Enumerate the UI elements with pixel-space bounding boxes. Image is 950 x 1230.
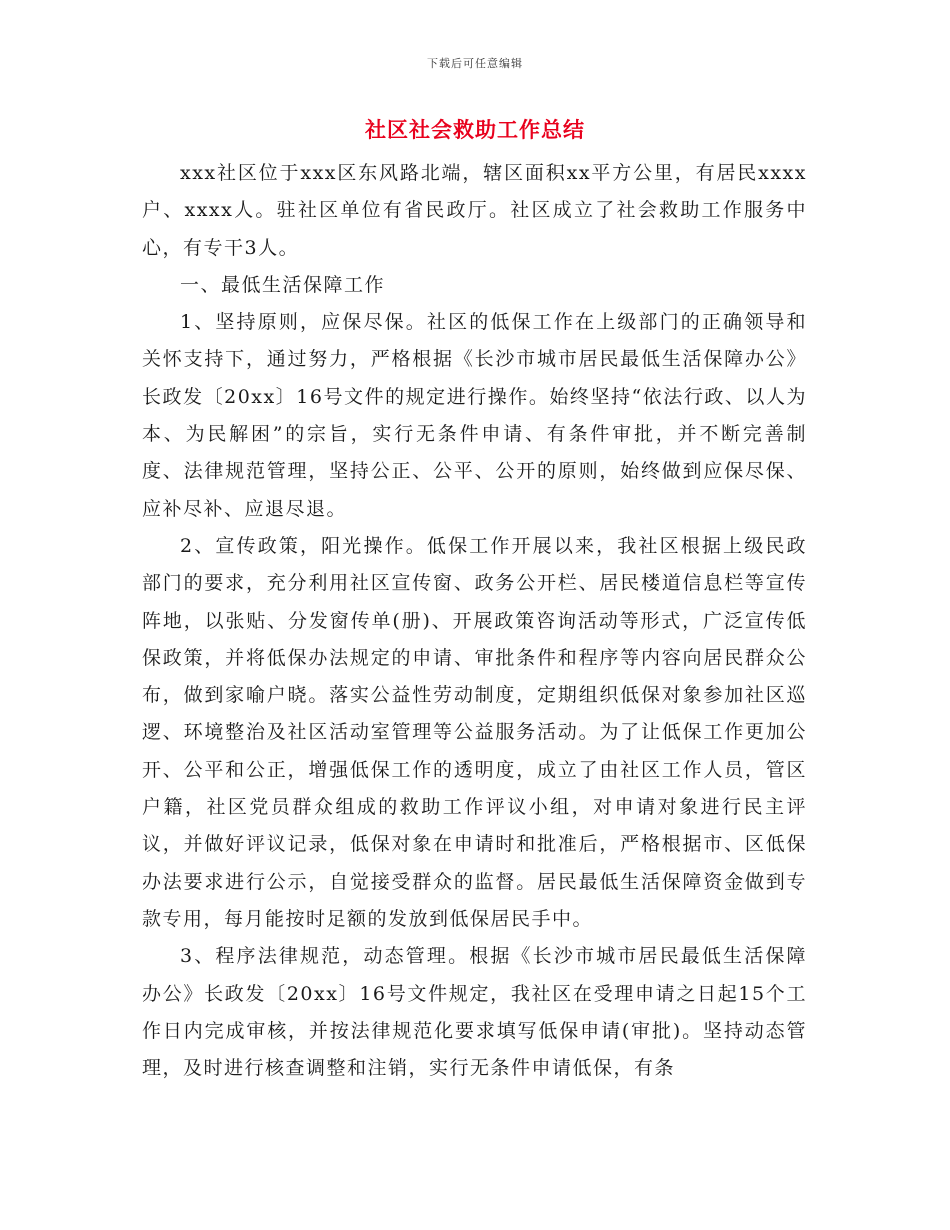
paragraph-intro: xxx社区位于xxx区东风路北端，辖区面积xx平方公里，有居民xxxx户、xxxx人。驻社区单位有省民政厅。社区成立了社会救助工作服务中心，有专干3人。 [142, 162, 807, 259]
document-title: 社区社会救助工作总结 [365, 117, 585, 142]
section-heading: 一、最低生活保障工作 [180, 273, 386, 296]
paragraph-item-1: 1、坚持原则，应保尽保。社区的低保工作在上级部门的正确领导和关怀支持下，通过努力，严格根据《长沙市城市居民最低生活保障办公》长政发〔20xx〕16号文件的规定进行操作。始终坚持“依法行政、以人为本、为民解困”的宗旨，实行无条件申请、有条件审批，并不断完善制度、法律规范管理，坚持公正、公平、公开的原则，始终做到应保尽保、应补尽补、应退尽退。 [142, 311, 807, 520]
paragraph-item-2: 2、宣传政策，阳光操作。低保工作开展以来，我社区根据上级民政部门的要求，充分利用社区宣传窗、政务公开栏、居民楼道信息栏等宣传阵地，以张贴、分发窗传单(册)、开展政策咨询活动等形式，广泛宣传低保政策，并将低保办法规定的申请、审批条件和程序等内容向居民群众公布，做到家喻户晓。落实公益性劳动制度，定期组织低保对象参加社区巡逻、环境整治及社区活动室管理等公益服务活动。为了让低保工作更加公开、公平和公正，增强低保工作的透明度，成立了由社区工作人员，管区户籍，社区党员群众组成的救助工作评议小组，对申请对象进行民主评议，并做好评议记录，低保对象在申请时和批准后，严格根据市、区低保办法要求进行公示，自觉接受群众的监督。居民最低生活保障资金做到专款专用，每月能按时足额的发放到低保居民手中。 [142, 534, 807, 930]
document-body [142, 155, 807, 1087]
header-note: 下载后可任意编辑 [427, 57, 523, 70]
paragraph-item-3: 3、程序法律规范，动态管理。根据《长沙市城市居民最低生活保障办公》长政发〔20xx〕16号文件规定，我社区在受理申请之日起15个工作日内完成审核，并按法律规范化要求填写低保申请(审批)。坚持动态管理，及时进行核查调整和注销，实行无条件申请低保，有条 [142, 945, 807, 1080]
